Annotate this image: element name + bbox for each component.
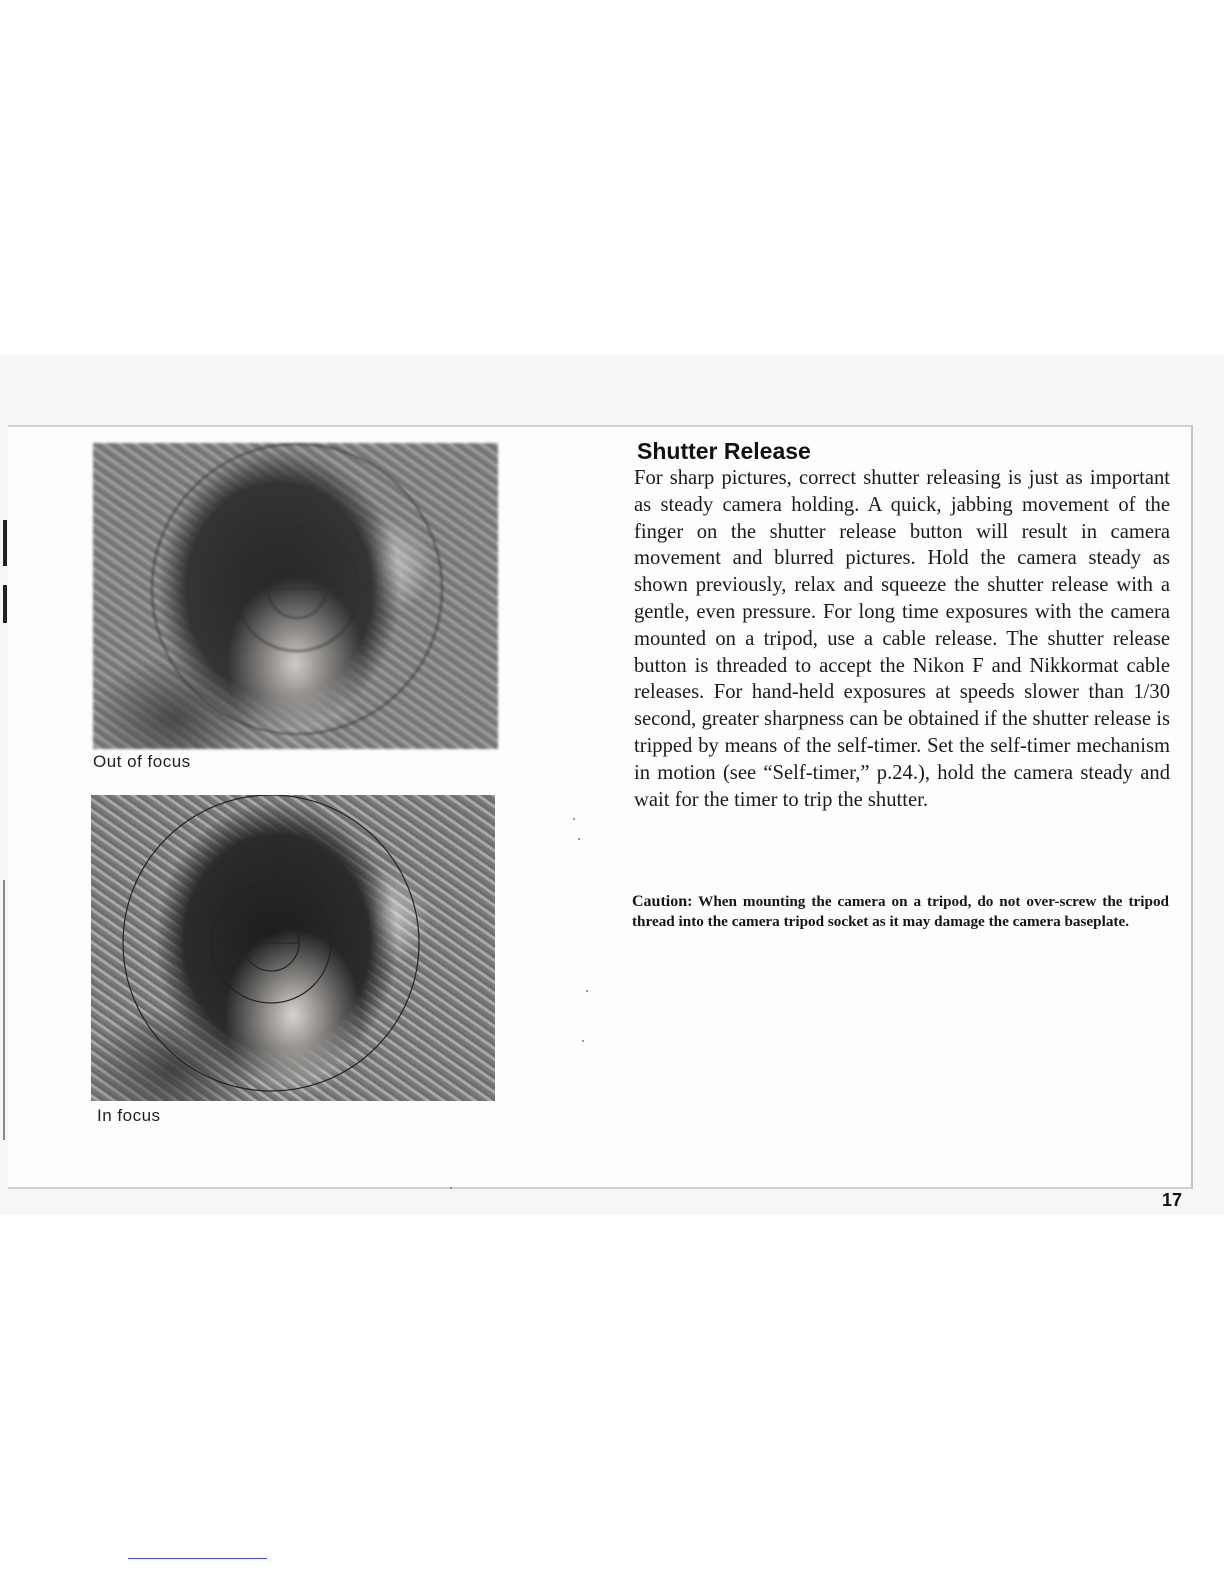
scan-speck [573,818,575,820]
photo-out-of-focus [93,443,498,749]
caution-note [632,892,1169,931]
caption-in-focus: In focus [97,1106,161,1125]
binding-mark [3,520,7,566]
bottom-rule [128,1558,267,1559]
scan-speck [586,990,588,992]
scan-speck [582,1040,584,1042]
page-number: 17 [1162,1190,1183,1210]
scan-speck [578,838,580,840]
caption-out-of-focus: Out of focus [93,752,191,771]
focusing-screen-overlay [91,795,495,1101]
scan-speck [450,1187,452,1189]
binding-mark [3,880,5,1140]
caution-label: Caution: [632,893,693,910]
photo-in-focus [91,795,495,1101]
caution-text: When mounting the camera on a tripod, do not over-screw the tripod thread into the camera tripod socket as it may damage the camera baseplate. [632,893,1169,930]
section-heading: Shutter Release [637,438,811,464]
body-paragraph: For sharp pictures, correct shutter releasing is just as important as steady camera holding. A quick, jabbing movement of the finger on the shutter release button will result in camera movement and blurred pictures. Hold the camera steady as shown previously, relax and squeeze the shutter release with a gentle, even pressure. For long time exposures with the camera mounted on a tripod, use a cable release. The shutter release button is threaded to accept the Nikon F and Nikkormat cable releases. For hand-held exposures at speeds slower than 1/30 second, greater sharpness can be obtained if the shutter release is tripped by means of the self-timer. Set the self-timer mechanism in motion (see “Self-timer,” p.24.), hold the camera steady and wait for the timer to trip the shutter. [634,467,1170,811]
focusing-screen-overlay [93,443,498,749]
binding-mark [3,585,7,623]
